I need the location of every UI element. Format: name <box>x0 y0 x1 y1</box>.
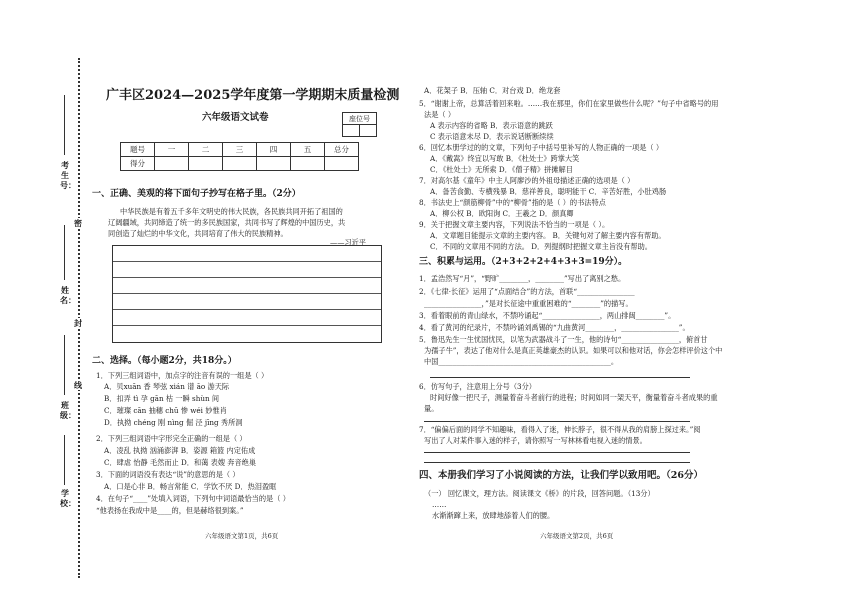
question-text: 法是（ ） <box>424 110 456 119</box>
xingming-label: 姓名： <box>60 285 76 305</box>
section1-title: 一、正确、美观的将下面句子抄写在格子里。（2分） <box>92 189 301 199</box>
seat-label: 座位号 <box>343 113 377 125</box>
passage-author: ——习近平 <box>330 238 366 247</box>
option: B．扣弄 tì 孕 gān 枯 一瞬 shùn 间 <box>104 394 220 403</box>
banji-line <box>64 335 65 395</box>
option: A．凌乱 执拗 汹涌澎湃 B．姿源 箱篮 内定佑成 <box>104 446 256 455</box>
exam-subtitle: 六年级语文试卷 <box>202 112 269 123</box>
option: C．不同的文章用不同的方法。 D．列提纲时把握文章主旨没有帮助。 <box>430 242 652 251</box>
question: 5．“谢谢上帝，总算活着回来啦。……我在那里，你们在家里做些什么呢？”句子中省略号的用 <box>419 99 719 108</box>
score-head-cell: 二 <box>189 143 223 157</box>
question-text: 量。 <box>424 404 439 413</box>
xian-mark: 线 <box>74 380 82 390</box>
passage-line: 同创造了灿烂的中华文化，共同培育了伟大的民族精神。 <box>108 229 288 238</box>
question: 2．《七律·长征》运用了“点面结合”的方法，首联“________________ <box>419 287 635 296</box>
question: 1．孟浩然写“月”，“野旷________，________”写出了离别之愁。 <box>419 274 626 283</box>
banji-label: 班级： <box>60 400 76 420</box>
option: A．《戴嵩》终宜以写敢 B．《杜处士》跨掌大笑 <box>430 154 580 163</box>
question-text: 为孺子牛”，表达了他对什么是真正英雄豪杰的认识。如果可以和他对话，你会怎样评价这个中 <box>424 346 723 355</box>
score-head-cell: 五 <box>291 143 325 157</box>
option: C 表示语意未尽 D．表示说话断断续续 <box>430 132 554 141</box>
score-head-cell: 四 <box>257 143 291 157</box>
option: A．柳公权 B．欧阳询 C．王羲之 D．颜真卿 <box>430 209 574 218</box>
option: A 表示内容的省略 B．表示语意的跳跃 <box>430 121 553 130</box>
option: A．花架子 B．压轴 C．对台戏 D．绝龙套 <box>424 86 561 95</box>
section3-title: 三、积累与运用。（2+3+2+2+4+3+3=19分）。 <box>419 257 628 267</box>
question-text: 时间好像一把尺子，测量着奋斗者前行的进程；时间如同一架天平，衡量着奋斗者成果的重 <box>430 393 718 402</box>
mi-mark: 密 <box>74 218 82 228</box>
option: A．贝xuān 香 琴弦 xián 谱 āo 游天际 <box>104 382 230 391</box>
section2-title: 二、选择。（每小题2分，共18分。） <box>92 356 237 366</box>
question: 3．看着眼前的青山绿水，不禁吟诵起“________________，两山排闼________”。 <box>419 311 676 320</box>
kaohao-line <box>64 95 65 155</box>
question: 7．“偏偏后面的同学不知趣味，看得入了迷，伸长脖子，很不得从我的肩膀上探过来。”阅 <box>419 425 701 434</box>
question: 5．鲁迅先生一生忧国忧民，以笔为武器战斗了一生，他的诗句“________________，俯首甘 <box>419 335 708 344</box>
question-text: 写出了人对某件事入迷的样子，请你照写一写林林看电视入迷的情景。 <box>424 436 647 445</box>
question-text: ________________，”是对长征途中重重困难的“________”的描写。 <box>424 299 633 308</box>
question: 7．对高尔基《童年》中主人阿廖沙的外祖母描述正确的选项是（ ） <box>419 176 635 185</box>
score-row-label: 得分 <box>121 157 155 171</box>
question: 2．下列三组词语中字形完全正确的一组是（ ） <box>96 434 247 443</box>
score-head-cell: 题号 <box>121 143 155 157</box>
question-text: 中国________________________________________________。 <box>424 357 619 366</box>
score-header-row <box>121 143 359 157</box>
option: C．肆虐 怡静 毛然而止 D．和蔼 表嫂 奔音绝巢 <box>104 458 257 467</box>
score-table <box>120 142 359 171</box>
question: 4．看了黄河的纪录片，不禁吟诵刘禹锡的“九曲黄河________，________________”。 <box>419 323 690 332</box>
question: 4．在句子“____”处填入词语，下列句中词语最恰当的是（ ） <box>96 494 290 503</box>
question: 9．关于把握文章主要内容，下列说法不恰当的一项是（ ）。 <box>419 220 610 229</box>
question: 8．书法史上“颜筋柳骨”中的“柳骨”指的是（ ）的书法特点 <box>419 198 606 207</box>
answer-line[interactable] <box>424 462 690 463</box>
option: C．《杜处士》无所索 D．《僧子精》拼摊解目 <box>430 165 573 174</box>
question: 6．仿写句子，注意用上分号（3分） <box>419 382 536 391</box>
xuexiao-label: 学校： <box>60 488 76 508</box>
question: 1．下列三组词语中，加点字的注音有误的一组是（ ） <box>96 371 269 380</box>
option: D．执拗 chéng 刚 nìng 倔 泾 jīng 秀所洞 <box>104 418 243 427</box>
question-text: “他表扬在我成中是____的，但是赫络很到案。” <box>96 506 244 515</box>
passage-line: 辽阔疆域，共同缔造了统一的多民族国家，共同书写了辉煌的中国历史，共 <box>108 218 346 227</box>
copy-writing-grid[interactable] <box>112 245 382 343</box>
passage-line: 中华民族是有着五千多年文明史的伟大民族，各民族共同开拓了祖国的 <box>120 207 343 216</box>
ellipsis: …… <box>432 500 447 509</box>
option: C．璀璨 cān 抽穗 chū 惨 wéi 妙惟肖 <box>104 406 227 415</box>
score-head-cell: 总分 <box>325 143 359 157</box>
answer-line[interactable] <box>424 452 690 453</box>
xuexiao-line <box>64 435 65 485</box>
seat-number-box <box>342 112 377 137</box>
answer-line[interactable] <box>424 421 690 422</box>
option: A．备苦食勤、专横残暴 B．慈祥善良，聪明能干 C．辛苦好胜，小肚鸡肠 <box>430 187 667 196</box>
exam-title: 广丰区2024—2025学年度第一学期期末质量检测 <box>106 88 400 103</box>
score-head-cell: 三 <box>223 143 257 157</box>
answer-line[interactable] <box>430 377 690 378</box>
option: A．口是心非 B．畅言常能 C．学饮不厌 D．热泪盈眶 <box>104 482 277 491</box>
subsection-title: （一） 回忆课文，理方法。阅读课文《桥》的片段，回答问题。（13分） <box>424 489 655 498</box>
page-footer-left: 六年级语文第1页，共6页 <box>205 532 279 540</box>
feng-mark: 封 <box>74 318 82 328</box>
option: A．文章题目能提示文章的主要内容。 B．关键句对了解主要内容有帮助。 <box>430 231 666 240</box>
page-footer-right: 六年级语文第2页，共6页 <box>540 532 614 540</box>
reading-passage: 水渐渐蹿上来，放肆地舔着人们的腰。 <box>432 511 555 520</box>
question: 3．下面的词语没有表达“说”的意思的是（ ） <box>96 470 240 479</box>
score-head-cell: 一 <box>155 143 189 157</box>
xingming-line <box>64 225 65 280</box>
question: 6．回忆本册学过的的文章，下列句子中括号里补写的人物正确的一项是（ ） <box>419 143 664 152</box>
section4-title: 四、本册我们学习了小说阅读的方法，让我们学以致用吧。（26分） <box>419 470 703 481</box>
kaohao-label: 考生号： <box>60 160 76 190</box>
score-value-row <box>121 157 359 171</box>
